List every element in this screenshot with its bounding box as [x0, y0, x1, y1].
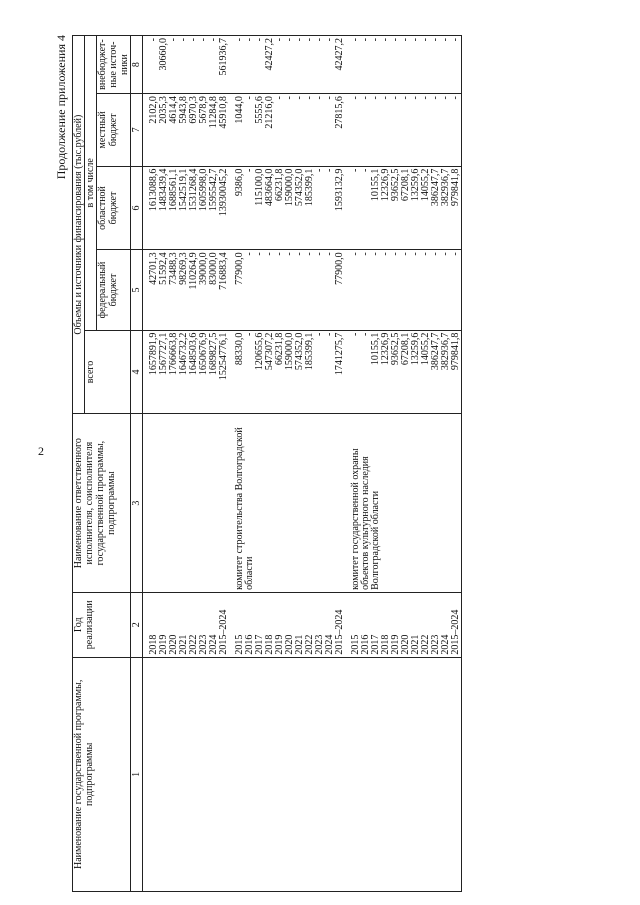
cell-value: 2021	[410, 634, 421, 655]
cell-value: 2018	[264, 634, 275, 655]
cell-value: 98269,3	[178, 252, 189, 285]
cell-value: 21216,0	[264, 96, 275, 129]
cell-value: -	[390, 96, 401, 100]
cell-value: -	[370, 252, 381, 256]
extra-cell	[235, 36, 345, 94]
appendix-title: Продолжение приложения 4	[54, 35, 68, 180]
cell-value: -	[324, 332, 335, 337]
col-number: 4	[131, 330, 143, 414]
cell-value: -	[324, 252, 335, 256]
cell-value: 1593132,9	[334, 168, 345, 212]
cell-value: 386247,7	[430, 168, 441, 207]
cell-value: 2023	[430, 634, 441, 655]
cell-value: 2015–2024	[450, 609, 461, 655]
table-row	[351, 36, 462, 892]
cell-value: 2022	[188, 634, 199, 655]
col-number: 8	[131, 36, 143, 94]
cell-value: 2024	[324, 634, 335, 655]
program-cell	[235, 657, 345, 891]
executor-cell: комитет государственной охраны объектов культурного наследия Волгоградской области	[351, 414, 462, 593]
cell-value: 66231,8	[274, 168, 285, 202]
local-cell	[235, 94, 345, 167]
cell-value: 2023	[314, 634, 325, 655]
cell-value: 30660,0	[158, 38, 169, 71]
cell-value: 2022	[420, 634, 431, 655]
cell-value: 574352,0	[294, 332, 305, 371]
cell-value: -	[244, 252, 255, 256]
local-cell	[351, 94, 462, 167]
total-cell	[351, 330, 462, 414]
cell-value: -	[324, 38, 335, 42]
col-number: 5	[131, 250, 143, 330]
header-including: в том числе	[85, 36, 97, 331]
cell-value: 574352,0	[294, 168, 305, 207]
cell-value: 979841,8	[450, 168, 461, 207]
cell-value: 110264,9	[188, 252, 199, 290]
cell-value: -	[370, 38, 381, 42]
cell-value: 67208,1	[400, 332, 411, 366]
cell-value: -	[380, 252, 391, 256]
cell-value: 2021	[178, 634, 189, 655]
cell-value: 1542519,1	[178, 168, 189, 212]
cell-value: -	[274, 252, 285, 256]
cell-value: -	[360, 96, 371, 100]
cell-value: -	[360, 252, 371, 256]
cell-value: 115100,0	[254, 168, 265, 206]
cell-value: -	[304, 96, 315, 100]
cell-value: 51592,4	[158, 252, 169, 285]
header-federal: федеральный бюджет	[97, 250, 131, 330]
cell-value: -	[178, 38, 189, 42]
cell-value: 12326,9	[380, 332, 391, 366]
cell-value: -	[350, 332, 361, 337]
cell-value: 561936,7	[218, 38, 229, 76]
cell-value: 2102,0	[148, 96, 159, 124]
cell-value: -	[314, 252, 325, 256]
cell-value: -	[274, 96, 285, 100]
cell-value: -	[430, 252, 441, 256]
cell-value: 2016	[360, 634, 371, 655]
cell-value: -	[360, 38, 371, 42]
header-regional: областной бюджет	[97, 166, 131, 250]
local-cell	[149, 94, 229, 167]
col-number: 2	[131, 592, 143, 657]
cell-value: 45910,8	[218, 96, 229, 129]
cell-value: -	[420, 38, 431, 42]
col-number: 7	[131, 94, 143, 167]
cell-value: 382936,7	[440, 168, 451, 207]
cell-value: -	[380, 38, 391, 42]
table-row	[235, 36, 345, 892]
cell-value: -	[284, 96, 295, 100]
cell-value: 2015	[234, 634, 245, 655]
cell-value: 10155,1	[370, 168, 381, 202]
col-number: 3	[131, 414, 143, 593]
executor-cell: комитет строительства Волгоградской области	[235, 414, 345, 593]
cell-value: 483664,0	[264, 168, 275, 207]
years-cell	[235, 592, 345, 657]
cell-value: 1657891,9	[148, 332, 159, 376]
cell-value: 93652,5	[390, 332, 401, 366]
cell-value: 1766663,8	[168, 332, 179, 376]
cell-value: 159000,0	[284, 332, 295, 371]
cell-value: 42427,2	[264, 38, 275, 71]
cell-value: 2015	[350, 634, 361, 655]
cell-value: 2019	[158, 634, 169, 655]
extra-cell	[149, 36, 229, 94]
cell-value: 1044,0	[234, 96, 245, 124]
cell-value: 14055,2	[420, 332, 431, 366]
cell-value: 1567727,1	[158, 332, 169, 376]
cell-value: -	[254, 252, 265, 256]
page-number: 2	[38, 444, 44, 458]
cell-value: 2018	[148, 634, 159, 655]
federal-cell	[149, 250, 229, 330]
cell-value: -	[314, 38, 325, 42]
cell-value: 2035,3	[158, 96, 169, 124]
cell-value: -	[314, 96, 325, 100]
cell-value: 6970,3	[188, 96, 199, 124]
cell-value: -	[314, 332, 325, 337]
cell-value: 11284,8	[208, 96, 219, 129]
cell-value: 67208,1	[400, 168, 411, 202]
header-total: всего	[85, 330, 131, 414]
cell-value: 13259,6	[410, 332, 421, 366]
cell-value: -	[284, 38, 295, 42]
cell-value: -	[304, 252, 315, 256]
cell-value: 13259,6	[410, 168, 421, 202]
cell-value: -	[440, 38, 451, 42]
cell-value: 979841,8	[450, 332, 461, 371]
cell-value: -	[304, 38, 315, 42]
cell-value: -	[380, 96, 391, 100]
cell-value: -	[294, 252, 305, 256]
cell-value: 382936,7	[440, 332, 451, 371]
years-cell	[351, 592, 462, 657]
cell-value: -	[244, 168, 255, 172]
cell-value: -	[410, 252, 421, 256]
cell-value: -	[430, 38, 441, 42]
cell-value: 2019	[274, 634, 285, 655]
total-cell	[235, 330, 345, 414]
federal-cell	[351, 250, 462, 330]
cell-value: 13930045,2	[218, 168, 229, 217]
regional-cell	[235, 166, 345, 250]
cell-value: 14055,2	[420, 168, 431, 202]
program-cell	[351, 657, 462, 891]
cell-value: 66231,8	[274, 332, 285, 366]
cell-value: -	[294, 38, 305, 42]
cell-value: -	[440, 252, 451, 256]
cell-value: -	[450, 38, 461, 42]
funding-table	[72, 35, 462, 892]
cell-value: 1605998,0	[198, 168, 209, 212]
cell-value: -	[188, 38, 199, 42]
cell-value: -	[234, 38, 245, 42]
cell-value: 77900,0	[234, 252, 245, 285]
cell-value: 1613088,6	[148, 168, 159, 212]
cell-value: -	[198, 38, 209, 42]
cell-value: 73488,3	[168, 252, 179, 285]
regional-cell	[149, 166, 229, 250]
cell-value: 1646732,2	[178, 332, 189, 376]
cell-value: 120655,6	[254, 332, 265, 371]
cell-value: 10155,1	[370, 332, 381, 366]
cell-value: -	[450, 252, 461, 256]
cell-value: 1689827,5	[208, 332, 219, 376]
cell-value: -	[350, 252, 361, 256]
cell-value: -	[324, 168, 335, 172]
cell-value: -	[390, 252, 401, 256]
cell-value: 77900,0	[334, 252, 345, 285]
cell-value: -	[254, 38, 265, 42]
col-number: 6	[131, 166, 143, 250]
cell-value: 2023	[198, 634, 209, 655]
cell-value: 2017	[254, 634, 265, 655]
years-cell	[149, 592, 229, 657]
cell-value: 15254776,1	[218, 332, 229, 381]
cell-value: 88330,0	[234, 332, 245, 366]
header-funding: Объемы и источники финансирования (тыс.рублей)	[73, 36, 85, 414]
extra-cell	[351, 36, 462, 94]
cell-value: -	[400, 252, 411, 256]
cell-value: -	[244, 38, 255, 42]
cell-value: 2020	[168, 634, 179, 655]
cell-value: -	[370, 96, 381, 100]
cell-value: 27815,6	[334, 96, 345, 129]
cell-value: -	[244, 96, 255, 100]
rotated-page	[54, 27, 594, 892]
table-row	[149, 36, 229, 892]
cell-value: -	[208, 38, 219, 42]
cell-value: -	[400, 38, 411, 42]
cell-value: 1483439,4	[158, 168, 169, 212]
header-program: Наименование государственной программы, подпрограммы	[73, 657, 131, 891]
cell-value: 1741275,7	[334, 332, 345, 376]
cell-value: -	[314, 168, 325, 172]
cell-value: 1650676,9	[198, 332, 209, 376]
cell-value: 2015–2024	[218, 609, 229, 655]
cell-value: 4614,4	[168, 96, 179, 124]
cell-value: 42701,3	[148, 252, 159, 285]
cell-value: 2022	[304, 634, 315, 655]
cell-value: 1648503,6	[188, 332, 199, 376]
cell-value: -	[390, 38, 401, 42]
federal-cell	[235, 250, 345, 330]
cell-value: 1688561,1	[168, 168, 179, 212]
cell-value: -	[294, 96, 305, 100]
cell-value: 93652,5	[390, 168, 401, 202]
cell-value: 2021	[294, 634, 305, 655]
cell-value: -	[360, 332, 371, 337]
cell-value: 83000,0	[208, 252, 219, 285]
cell-value: -	[350, 96, 361, 100]
cell-value: 159000,0	[284, 168, 295, 207]
cell-value: -	[264, 252, 275, 256]
cell-value: -	[440, 96, 451, 100]
total-cell	[149, 330, 229, 414]
cell-value: 5943,8	[178, 96, 189, 124]
cell-value: 1595542,7	[208, 168, 219, 212]
cell-value: 2018	[380, 634, 391, 655]
header-extra: внебюджет-ные источ-ники	[97, 36, 131, 94]
cell-value: -	[168, 38, 179, 42]
cell-value: 386247,7	[430, 332, 441, 371]
program-cell	[149, 657, 229, 891]
cell-value: 547307,2	[264, 332, 275, 371]
cell-value: -	[430, 96, 441, 100]
header-local: местный бюджет	[97, 94, 131, 167]
cell-value: -	[350, 38, 361, 42]
cell-value: -	[360, 168, 371, 172]
cell-value: 5678,9	[198, 96, 209, 124]
cell-value: -	[410, 96, 421, 100]
cell-value: 2020	[400, 634, 411, 655]
cell-value: 1531268,4	[188, 168, 199, 212]
cell-value: -	[410, 38, 421, 42]
cell-value: -	[420, 96, 431, 100]
regional-cell	[351, 166, 462, 250]
cell-value: 2016	[244, 634, 255, 655]
cell-value: 42427,2	[334, 38, 345, 71]
cell-value: -	[284, 252, 295, 256]
cell-value: -	[450, 96, 461, 100]
cell-value: 2020	[284, 634, 295, 655]
cell-value: 2017	[370, 634, 381, 655]
cell-value: 2019	[390, 634, 401, 655]
cell-value: 2015–2024	[334, 609, 345, 655]
cell-value: 716883,4	[218, 252, 229, 290]
executor-cell	[149, 414, 229, 593]
cell-value: -	[324, 96, 335, 100]
cell-value: 9386,0	[234, 168, 245, 197]
cell-value: -	[148, 38, 159, 42]
cell-value: 12326,9	[380, 168, 391, 202]
cell-value: 185399,1	[304, 332, 315, 371]
cell-value: 2024	[208, 634, 219, 655]
header-executor: Наименование ответственного исполнителя, соисполнителя государственной программы, подпрограммы	[73, 414, 131, 593]
cell-value: 39000,0	[198, 252, 209, 285]
cell-value: -	[420, 252, 431, 256]
cell-value: -	[244, 332, 255, 337]
cell-value: 185399,1	[304, 168, 315, 207]
cell-value: -	[274, 38, 285, 42]
cell-value: 2024	[440, 634, 451, 655]
cell-value: 5555,6	[254, 96, 265, 124]
col-number: 1	[131, 657, 143, 891]
cell-value: -	[350, 168, 361, 172]
header-year: Год реализации	[73, 592, 131, 657]
cell-value: -	[400, 96, 411, 100]
